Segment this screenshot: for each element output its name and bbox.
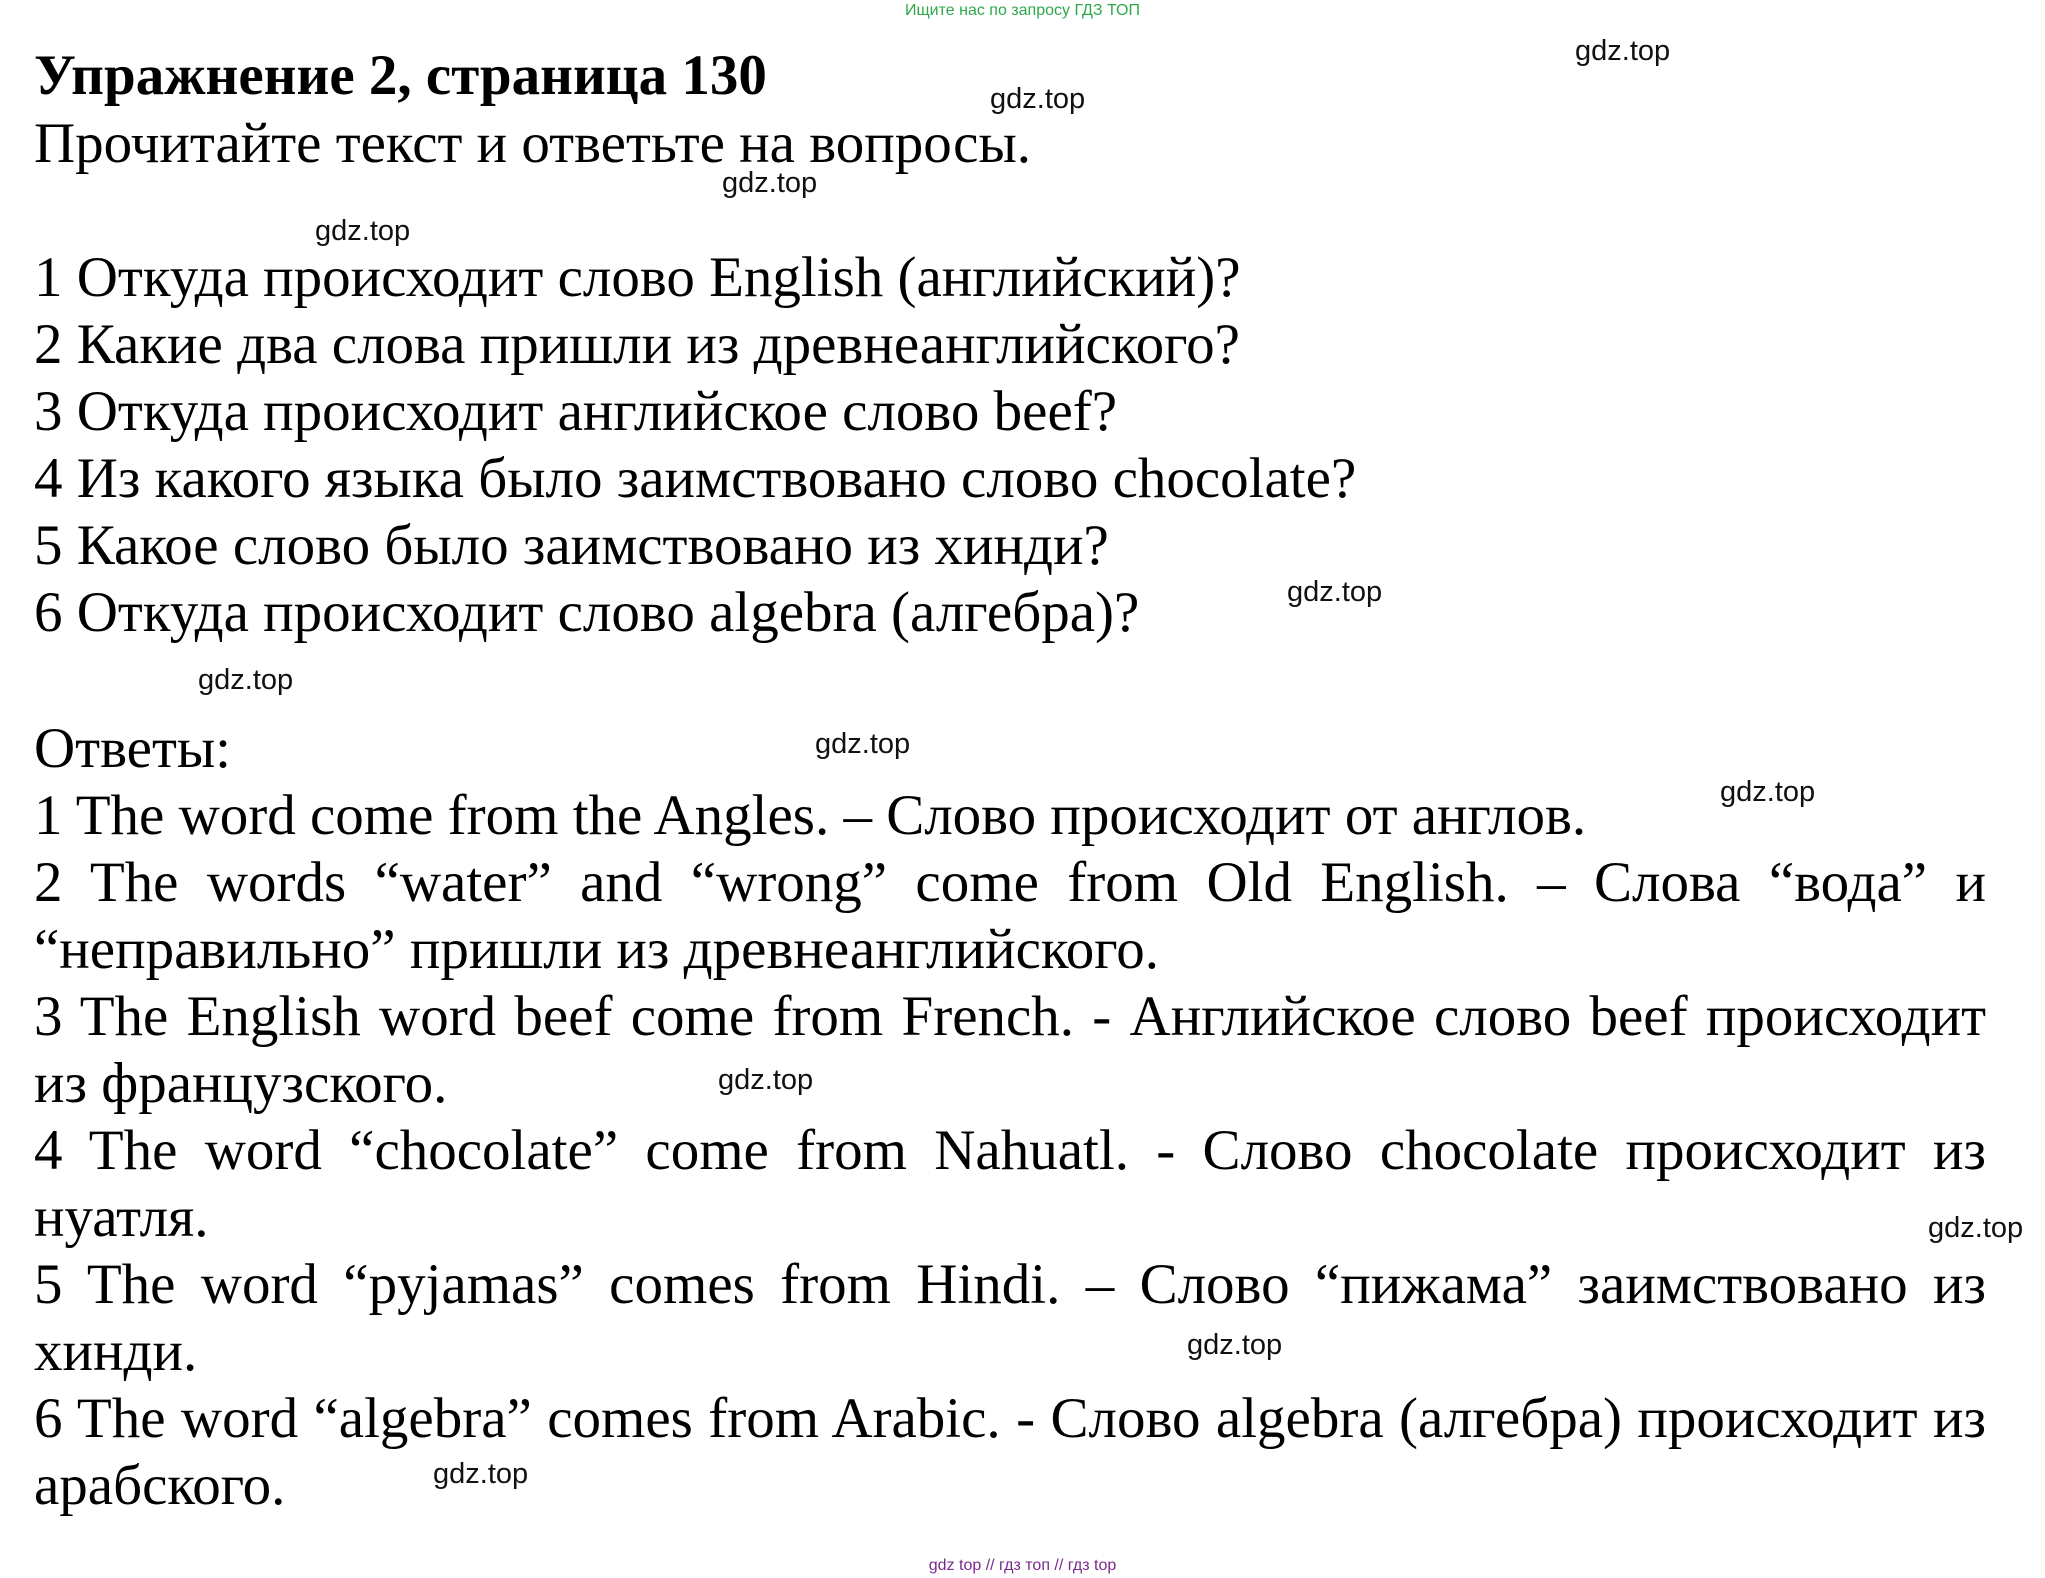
watermark: gdz.top (815, 728, 911, 760)
watermark: gdz.top (1187, 1329, 1283, 1361)
watermark: gdz.top (433, 1458, 529, 1490)
question-item: 2 Какие два слова пришли из древнеанглийского? (34, 313, 1240, 376)
watermark: gdz.top (722, 167, 818, 199)
exercise-heading: Упражнение 2, страница 130 (34, 44, 767, 107)
watermark: gdz.top (990, 83, 1086, 115)
footer-links[interactable]: gdz top // гдз топ // гдз top (928, 1557, 1117, 1574)
answer-item: 6 The word “algebra” comes from Arabic. - Слово algebra (алгебра) происходит из арабского. (34, 1387, 1986, 1517)
watermark: gdz.top (198, 664, 294, 696)
answer-item: 1 The word come from the Angles. – Слово происходит от англов. (34, 784, 1587, 847)
exercise-instruction: Прочитайте текст и ответьте на вопросы. (34, 112, 1031, 175)
answers-list (34, 782, 1986, 1519)
watermark: gdz.top (1720, 776, 1816, 808)
question-item: 3 Откуда происходит английское слово beef? (34, 380, 1118, 443)
watermark: gdz.top (718, 1064, 814, 1096)
top-banner[interactable]: Ищите нас по запросу ГДЗ ТОП (905, 2, 1140, 19)
answers-label: Ответы: (34, 717, 231, 780)
question-item: 5 Какое слово было заимствовано из хинди? (34, 514, 1109, 577)
watermark: gdz.top (315, 215, 411, 247)
question-item: 1 Откуда происходит слово English (английский)? (34, 246, 1241, 309)
answer-item: 4 The word “chocolate” come from Nahuatl. - Слово chocolate происходит из нуатля. (34, 1119, 1986, 1249)
answer-item: 2 The words “water” and “wrong” come from Old English. – Слова “вода” и “неправильно” пришли из древнеанглийского. (34, 851, 1986, 981)
question-item: 6 Откуда происходит слово algebra (алгебра)? (34, 581, 1140, 644)
answer-item: 5 The word “pyjamas” comes from Hindi. – Слово “пижама” заимствовано из хинди. (34, 1253, 1986, 1383)
watermark: gdz.top (1575, 35, 1671, 67)
watermark: gdz.top (1287, 576, 1383, 608)
answer-item: 3 The English word beef come from French. - Английское слово beef происходит из французского. (34, 985, 1986, 1115)
watermark: gdz.top (1928, 1212, 2024, 1244)
questions-list (34, 244, 1356, 646)
question-item: 4 Из какого языка было заимствовано слово chocolate? (34, 447, 1357, 510)
